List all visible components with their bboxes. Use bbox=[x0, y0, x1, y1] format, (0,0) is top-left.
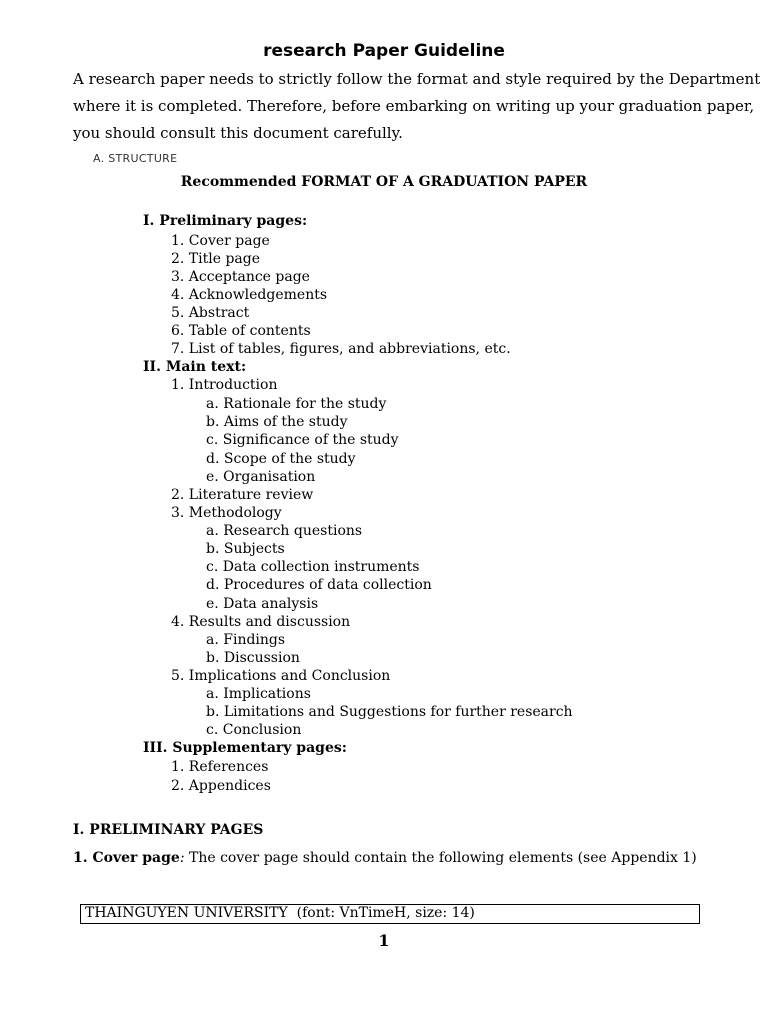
outline-item: 1. References bbox=[171, 759, 269, 775]
outline-subitem: b. Subjects bbox=[206, 541, 285, 557]
cover-sample-text: THAINGUYEN UNIVERSITY (font: VnTimeH, size: 14) bbox=[85, 905, 475, 921]
cover-page-label: 1. Cover page bbox=[73, 850, 180, 866]
cover-page-paragraph bbox=[73, 850, 697, 866]
intro-paragraph-line: where it is completed. Therefore, before embarking on writing up your graduation paper, bbox=[73, 97, 755, 115]
outline-item: 2. Literature review bbox=[171, 487, 314, 503]
outline-item: 1. Cover page bbox=[171, 233, 270, 249]
section-heading-structure: A. STRUCTURE bbox=[93, 152, 178, 165]
outline-subitem: e. Organisation bbox=[206, 469, 316, 485]
outline-item: 5. Abstract bbox=[171, 305, 250, 321]
outline-subitem: b. Limitations and Suggestions for further research bbox=[206, 704, 573, 720]
outline-subitem: b. Aims of the study bbox=[206, 414, 348, 430]
cover-sample-box bbox=[80, 904, 700, 924]
outline-subitem: a. Findings bbox=[206, 632, 286, 648]
cover-page-text: The cover page should contain the following elements (see Appendix 1) bbox=[184, 850, 697, 866]
outline-subitem: c. Conclusion bbox=[206, 722, 302, 738]
outline-subitem: b. Discussion bbox=[206, 650, 300, 666]
outline-subitem: e. Data analysis bbox=[206, 596, 319, 612]
page-title: research Paper Guideline bbox=[263, 41, 505, 61]
cover-page-colon: : bbox=[179, 850, 185, 866]
outline-heading-supplementary: III. Supplementary pages: bbox=[143, 740, 347, 756]
section-heading-preliminary-pages: I. PRELIMINARY PAGES bbox=[73, 822, 264, 838]
format-heading: Recommended FORMAT OF A GRADUATION PAPER bbox=[180, 174, 588, 190]
outline-heading-main-text: II. Main text: bbox=[143, 359, 247, 375]
outline-item: 4. Acknowledgements bbox=[171, 287, 328, 303]
outline-heading-preliminary: I. Preliminary pages: bbox=[143, 213, 308, 229]
outline-item: 3. Methodology bbox=[171, 505, 282, 521]
outline-item: 3. Acceptance page bbox=[171, 269, 310, 285]
outline-subitem: a. Rationale for the study bbox=[206, 396, 387, 412]
outline-item: 2. Title page bbox=[171, 251, 261, 267]
outline-item: 2. Appendices bbox=[171, 778, 271, 794]
outline-subitem: d. Procedures of data collection bbox=[206, 577, 432, 593]
outline-subitem: c. Data collection instruments bbox=[206, 559, 420, 575]
outline-subitem: a. Research questions bbox=[206, 523, 363, 539]
intro-paragraph-line: A research paper needs to strictly follow the format and style required by the Department bbox=[73, 70, 761, 88]
outline-item: 6. Table of contents bbox=[171, 323, 311, 339]
intro-paragraph-line: you should consult this document carefully. bbox=[73, 124, 403, 142]
outline-subitem: c. Significance of the study bbox=[206, 432, 399, 448]
outline-item: 1. Introduction bbox=[171, 377, 278, 393]
outline-item: 7. List of tables, figures, and abbreviations, etc. bbox=[171, 341, 511, 357]
outline-item: 4. Results and discussion bbox=[171, 614, 351, 630]
outline-subitem: d. Scope of the study bbox=[206, 451, 356, 467]
page-number: 1 bbox=[378, 931, 390, 950]
outline-subitem: a. Implications bbox=[206, 686, 311, 702]
outline-item: 5. Implications and Conclusion bbox=[171, 668, 391, 684]
